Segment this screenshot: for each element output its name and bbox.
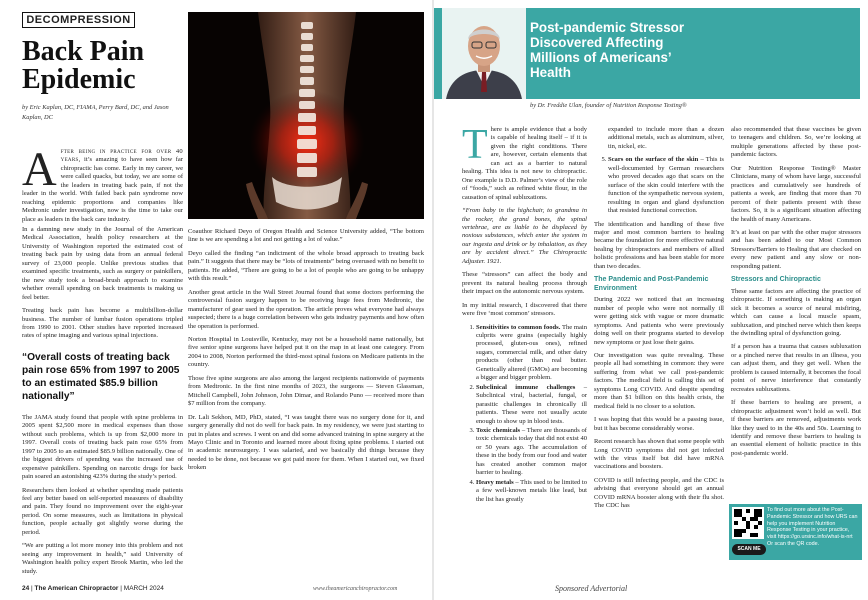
- list-item-text: – There are thousands of toxic chemicals today that did not exist 40 or 50 years ago. The accumulation of these in the body from our food and water has created another common major barrier to healing.: [476, 426, 587, 477]
- body-paragraph: Recent research has shown that some people with Long COVID symptoms did not get infected with the virus itself but did have mRNA vaccinations and boosters.: [594, 438, 724, 471]
- advertorial-title: Post-pandemic Stressor Discovered Affecting Millions of Americans’ Health: [530, 20, 685, 80]
- body-paragraph: These same factors are affecting the practice of chiropractic. If something is making an organ sick it becomes a source of neural misfiring, which can cause a local muscle spasm, subluxation, and pinched nerve which then keeps the dwindling spiral of dysfunction going.: [731, 287, 861, 338]
- body-paragraph: here is ample evidence that a body is capable of healing itself – if it is given the right conditions. There are, however, certain elements that can act as a barrier to natural healing. This idea is not new to chiropractic. One example is D.D. Palmer’s view of the role of “foods,” such as refined white flour, in the causation of spinal subluxations.: [462, 126, 587, 201]
- spine-illustration-icon: [188, 12, 424, 219]
- right-column-2: [594, 126, 724, 516]
- body-paragraph: COVID is still infecting people, and the CDC is advising that everyone should get an annual COVID mRNA booster along with their flu shot. The CDC has: [594, 476, 724, 510]
- body-paragraph: Another great article in the Wall Street Journal found that some doctors performing the controversial fusion surgery happen to be receiving huge fees from Medtronic, the manufacturer of gear used in the operation. The article proves what everyone had always suspected; there is a huge correlation between who gets industry payments and how often the operation is performed.: [188, 288, 424, 330]
- qr-callout-text[interactable]: To find out more about the Post-Pandemic Stressor and how URS can help you implement Nutrition Response Testing in your practice, visit https://go.ursinc.info/what-is-nrt Or scan the QR code.: [767, 507, 858, 547]
- stressor-list: [462, 324, 587, 505]
- author-photo: [442, 8, 526, 99]
- body-paragraph: “We are putting a lot more money into this problem and not seeing any improvement in health,” said University of Washington health policy expert Brook Martin, who led the study.: [22, 542, 183, 575]
- page-footer: 24 | The American Chiropractor | MARCH 2024: [22, 585, 164, 592]
- quote-paragraph: “From baby in the highchair, to grandma in the rocker, the grand bones, the spinal vertebrae, are as liable to be displaced by noxious substances, which enter the system in our ingesta and drink or by inhalation, as they are by accident direct.” The Chiropractic Adjuster. 1921.: [462, 207, 587, 265]
- section-heading: Stressors and Chiropractic: [731, 276, 821, 284]
- body-paragraph: If these barriers to healing are present, a chiropractic adjustment won’t hold as well. But if these barriers are removed, adjustments work like they used to in the 40s and 50s. Learning to identify and remove these barriers to healing is an essential element of holistic practice in this post-pandemic world.: [731, 399, 861, 457]
- page-number: 24: [22, 585, 30, 592]
- list-item: [476, 384, 587, 426]
- article-title: Back Pain Epidemic: [22, 36, 145, 95]
- body-paragraph: In a damning new study in the Journal of the American Medical Association, health policy researchers at the University of Washington reported the estimated cost of treating back pain by using data from an annual federal survey of 23,000 people. Unlike previous studies that examined specific treatments, such as surgery or painkillers, the new study took a broad-brush approach to examine whether overall spending on back treatments is making us feel better.: [22, 226, 183, 301]
- section-tag: DECOMPRESSION: [22, 12, 135, 28]
- back-pain-image: [188, 12, 424, 219]
- list-item: [476, 427, 587, 478]
- right-column-3: [731, 126, 861, 463]
- body-paragraph: Our Nutrition Response Testing® Master Clinicians, many of whom have large, successful practices and cumulatively see hundreds of patients a week, are finding that more than 70 percent of their patients present with these factors. So, it is a significant situation affecting the health of many Americans.: [731, 164, 861, 223]
- body-paragraph: Dr. Lali Sekhon, MD, PhD, stated, “I was taught there was no surgery done for it, and surgery generally did not do well for back pain. In my residency, we were just starting to put in plates and screws. I went on and did some advanced training in spine surgery at the Mayo Clinic and in Toronto and learned more about fixing spine problems. I started out in academic neurosurgery. I was salaried, and we basically did things because they needed to be done, not because we got paid more for them. When I started out, we fixed broken: [188, 413, 424, 472]
- sponsored-label: Sponsored Advertorial: [555, 584, 628, 593]
- qr-callout[interactable]: [729, 504, 862, 560]
- drop-cap: A: [22, 143, 57, 196]
- drop-cap: T: [462, 122, 488, 168]
- list-item-lead: Heavy metals: [476, 478, 514, 486]
- body-paragraph: Norton Hospital in Louisville, Kentucky, may not be a household name nationally, but five senior spine surgeons have helped put it on the map in at least one category. From 2004 to 2008, Norton performed the third-most spinal fusions on Medicare patients in the country.: [188, 335, 424, 369]
- scan-me-label: SCAN ME: [732, 544, 766, 555]
- body-paragraph: Coauthor Richard Deyo of Oregon Health and Science University added, “The bottom line is we are spending a lot and not getting a lot of value.”: [188, 228, 424, 244]
- list-item-text: – This used to be limited to a few well-known metals like lead, but the list has greatly: [476, 478, 587, 503]
- body-paragraph: The identification and handling of these five major and most common barriers to healing became the foundation for more effective natural healing by chiropractors and members of allied holistic professions and has been stable for more than two decades.: [594, 220, 724, 270]
- left-page: [0, 0, 432, 600]
- body-paragraph: During 2022 we noticed that an increasing number of people who were not normally ill were getting sick with vague or more dramatic symptoms. And patients who were previously doing well on their programs started to develop new symptoms or just lose their gains.: [594, 296, 724, 346]
- footer-url[interactable]: www.theamericanchiropractor.com: [313, 586, 398, 592]
- list-item-lead: Subclinical immune challenges: [476, 383, 576, 391]
- body-paragraph: The JAMA study found that people with spine problems in 2005 spent $2,500 more in medical expenses than those without such problems, which is up from $2,000 more in 1997. Overall costs of treating back pain rose 65% from 1997 to 2005 to an estimated $85.9 billion nationally. One of the biggest drivers of spending was the increased use of expensive painkillers. Spending on narcotic drugs for back pain soared an astonishing 423% during the study’s period.: [22, 413, 183, 481]
- body-paragraph: In my initial research, I discovered that there were five ‘most common’ stressors.: [462, 301, 587, 318]
- intro-paragraph: [22, 143, 183, 229]
- section-heading: The Pandemic and Post-Pandemic Environment: [594, 276, 709, 292]
- body-paragraph: Treating back pain has become a multibillion-dollar business. The number of lumbar fusion operations tripled from 1990 to 2001. Other studies have reported increased rates of spine imaging and various spinal injections.: [22, 307, 183, 340]
- list-item: [608, 156, 724, 215]
- list-item-text: The main culprits were grains (especially highly processed, gluten-ous ones), refined sugars, commercial milk, and other dairy products (other than real butter. Genetically altered (GMOs) are becoming a bigger and bigger problem.: [476, 323, 587, 382]
- right-column-1: [462, 122, 587, 509]
- list-item: [476, 479, 587, 504]
- left-column: [22, 226, 183, 581]
- middle-column: [188, 228, 424, 478]
- intro-text: it’s amazing to have seen how far chiropractic has come. Early in my career, we were called quacks, but today, we are some of the leaders in treating back pain, if not the leader in the world. With failed back pain syndrome now reaching epidemic proportions and companies like Medtronic under investigation, now is the time to take our place as leaders in the back care industry.: [22, 156, 183, 223]
- body-paragraph: Deyo called the finding “an indictment of the whole broad approach to treating back pain.” It suggests that there may be “lots of treatments” being overused with no benefit to patients. He added, “There are going to be a lot of people who are going to be unhappy with this result.”: [188, 249, 424, 283]
- body-paragraph: If a person has a trauma that causes subluxation or a pinched nerve that results in an illness, you can adjust them, and they get well. When the problem is caused internally, it becomes the focal point of nerve interference that constantly recreates subluxations.: [731, 343, 861, 393]
- intro-lead: fter being in practice for over 40 years,: [60, 148, 183, 164]
- advertorial-author: by Dr. Freddie Ulan, founder of Nutrition Response Testing®: [530, 102, 687, 109]
- list-item-lead: Scars on the surface of the skin: [608, 156, 699, 164]
- article-authors: by Eric Kaplan, DC, FIAMA, Perry Bard, DC, and Jason Kaplan, DC: [22, 104, 169, 121]
- right-page: [434, 0, 868, 600]
- body-paragraph: expanded to include more than a dozen additional metals, such as aluminum, silver, tin, nickel, etc.: [608, 126, 724, 150]
- body-paragraph: I was hoping that this would be a passing issue, but it has become considerably worse.: [594, 416, 724, 432]
- qr-code-icon[interactable]: [732, 507, 764, 539]
- body-paragraph: Those five spine surgeons are also among the largest recipients nationwide of payments from Medtronic. In the first nine months of 2023, the surgeons — Steven Glassman, Mitchell Campbell, John Johnson, John Dimar, and Rolando Puno — received more than $7 million from the company.: [188, 374, 424, 408]
- body-paragraph: also recommended that these vaccines be given to teenagers and children. So, we’re looking at multiple generations affected by these post-pandemic factors.: [731, 126, 861, 159]
- body-paragraph: It’s at least on par with the other major stressors and has been added to our Most Common Stressors/Barriers to Healing that are checked on every new patient and any slow or non-responding patient.: [731, 228, 861, 270]
- issue-date: MARCH 2024: [123, 585, 164, 592]
- body-paragraph: Our investigation was quite revealing. These people all had something in common: they were suffering from what we call post-pandemic factors. The medical field is calling this set of symptoms Long COVID. And despite spending more than $1 billion on this health crisis, the medical field is no closer to a solution.: [594, 351, 724, 410]
- body-paragraph: Researchers then looked at whether spending made patients feel any better based on self-reported measures of disability and pain. They found no improvement over the eight-year period. On some measures, such as limitations in physical function, people actually got slightly worse during the period.: [22, 486, 183, 536]
- list-item-lead: Sensitivities to common foods.: [476, 323, 561, 331]
- publication-name: The American Chiropractor: [34, 585, 119, 592]
- pull-quote: “Overall costs of treating back pain rose 65% from 1997 to 2005 to an estimated $85.9 billion nationally”: [22, 351, 180, 402]
- list-item: [476, 324, 587, 383]
- author-portrait-icon: [442, 8, 526, 99]
- list-item-text: – Subclinical viral, bacterial, fungal, or parasitic challenges in chronically ill patients. These were not usually acute enough to show up in blood tests.: [476, 383, 587, 425]
- list-item-lead: Toxic chemicals: [476, 426, 521, 434]
- body-paragraph: These “stressors” can affect the body and prevent its natural healing process through their impact on the autonomic nervous system.: [462, 271, 587, 296]
- stressor-list-cont: [594, 156, 724, 215]
- list-item-text: – This is well-documented by German researchers who proved decades ago that scars on the surface of the skin could interfere with the function of the sympathetic nervous system, resulting in organ and gland dysfunction that resisted functional correction.: [608, 156, 724, 215]
